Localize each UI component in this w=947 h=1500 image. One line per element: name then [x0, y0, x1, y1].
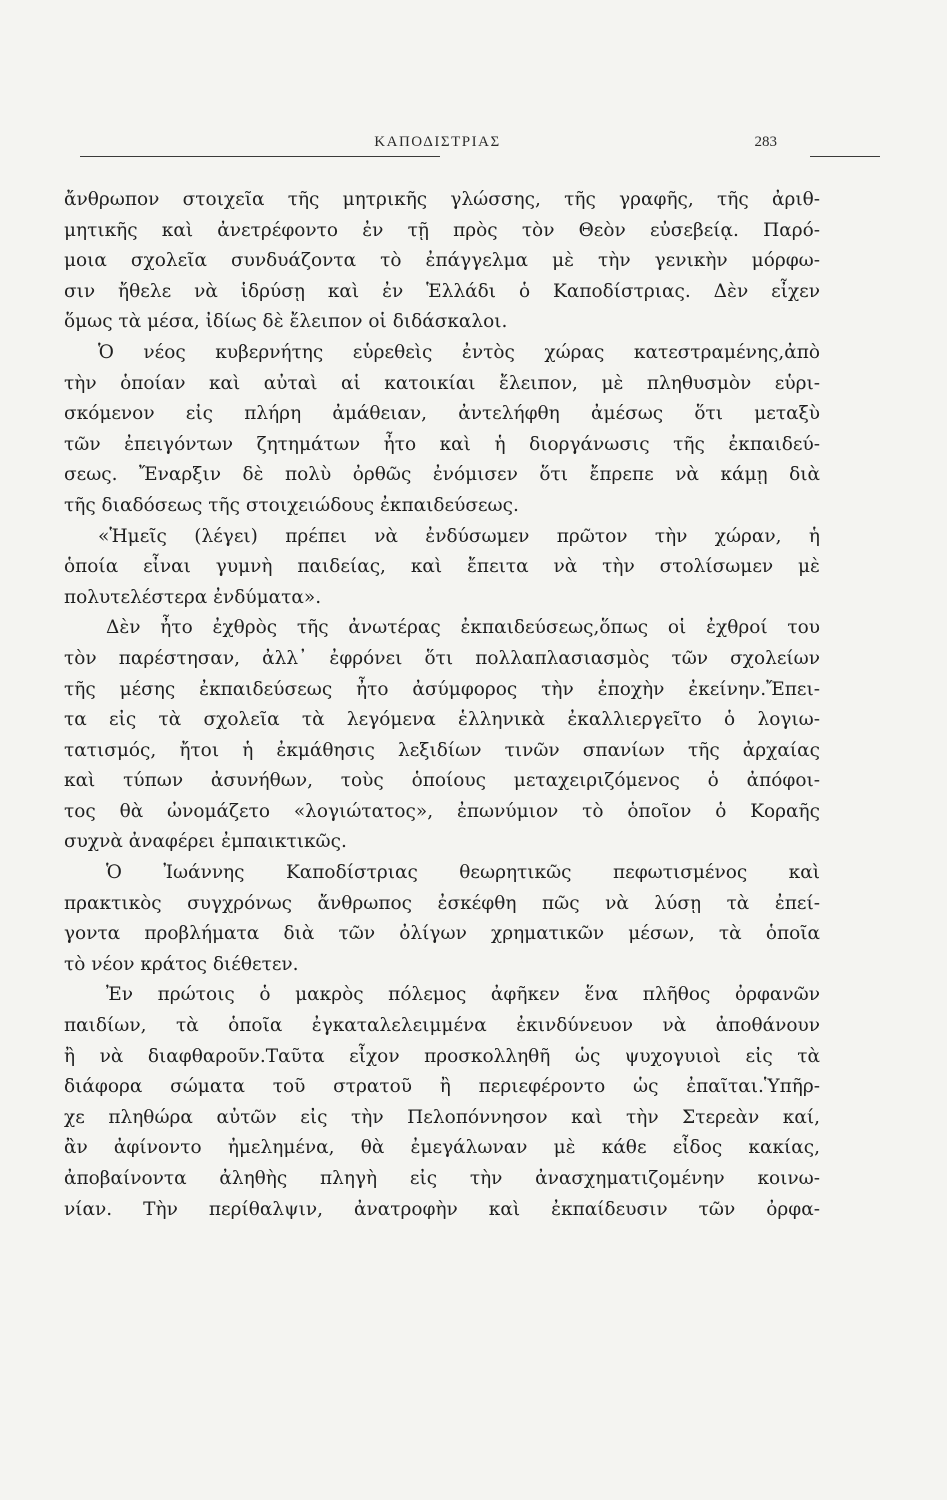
text-line: ἂν ἀφίνοντο ἠμελημένα, θὰ ἐμεγάλωναν μὲ κάθε εἶδος κακίας,	[64, 1137, 820, 1159]
text-line: πολυτελέστερα ἐνδύματα».	[64, 586, 322, 608]
text-line: τῶν ἐπειγόντων ζητημάτων ἦτο καὶ ἡ διοργάνωσις τῆς ἐκπαιδεύ-	[64, 433, 820, 455]
text-line: τα εἰς τὰ σχολεῖα τὰ λεγόμενα ἑλληνικὰ ἐκαλλιεργεῖτο ὁ λογιω-	[64, 709, 820, 731]
text-line: καὶ τύπων ἀσυνήθων, τοὺς ὁποίους μεταχειριζόμενος ὁ ἀπόφοι-	[64, 770, 820, 792]
text-line: ὁποία εἶναι γυμνὴ παιδείας, καὶ ἔπειτα νὰ τὴν στολίσωμεν μὲ	[64, 556, 820, 578]
text-line: χε πληθώρα αὐτῶν εἰς τὴν Πελοπόννησον καὶ τὴν Στερεὰν καί,	[64, 1106, 820, 1128]
text-line: πρακτικὸς συγχρόνως ἄνθρωπος ἐσκέφθη πῶς νὰ λύσῃ τὰ ἐπεί-	[64, 892, 820, 914]
text-line: «Ἡμεῖς (λέγει) πρέπει νὰ ἐνδύσωμεν πρῶτον τὴν χώραν, ἡ	[98, 525, 820, 547]
text-line: τῆς μέσης ἐκπαιδεύσεως ἦτο ἀσύμφορος τὴν ἐποχὴν ἐκείνην.Ἔπει-	[64, 678, 820, 700]
text-line: ἄνθρωπον στοιχεῖα τῆς μητρικῆς γλώσσης, τῆς γραφῆς, τῆς ἀριθ-	[64, 189, 820, 210]
text-line: σιν ἤθελε νὰ ἱδρύσῃ καὶ ἐν Ἑλλάδι ὁ Καποδίστριας. Δὲν εἶχεν	[64, 280, 820, 302]
text-line: ἀποβαίνοντα ἀληθὴς πληγὴ εἰς τὴν ἀνασχηματιζομένην κοινω-	[64, 1168, 820, 1189]
header-rule-left	[80, 156, 440, 157]
text-line: Ἐν πρώτοις ὁ μακρὸς πόλεμος ἀφῆκεν ἕνα πλῆθος ὀρφανῶν	[106, 984, 820, 1006]
text-line: τὴν ὁποίαν καὶ αὐταὶ αἱ κατοικίαι ἔλειπον, μὲ πληθυσμὸν εὑρι-	[64, 372, 820, 394]
text-line: νίαν. Τὴν περίθαλψιν, ἀνατροφὴν καὶ ἐκπαίδευσιν τῶν ὀρφα-	[64, 1198, 820, 1220]
text-line: τῆς διαδόσεως τῆς στοιχειώδους ἐκπαιδεύσεως.	[64, 494, 519, 516]
text-line: Ὁ Ἰωάννης Καποδίστριας θεωρητικῶς πεφωτισμένος καὶ	[106, 862, 820, 884]
page-number: 283	[754, 134, 777, 150]
text-line: συχνὰ ἀναφέρει ἐμπαικτικῶς.	[64, 831, 347, 853]
text-line: σεως. Ἔναρξιν δὲ πολὺ ὀρθῶς ἐνόμισεν ὅτι ἔπρεπε νὰ κάμῃ διὰ	[64, 464, 820, 486]
text-line: διάφορα σώματα τοῦ στρατοῦ ἢ περιεφέροντο ὡς ἐπαῖται.Ὑπῆρ-	[64, 1076, 820, 1098]
text-line: γοντα προβλήματα διὰ τῶν ὀλίγων χρηματικῶν μέσων, τὰ ὁποῖα	[64, 923, 820, 945]
text-line: μητικῆς καὶ ἀνετρέφοντο ἐν τῇ πρὸς τὸν Θεὸν εὐσεβείᾳ. Παρό-	[64, 219, 820, 241]
text-line: τατισμός, ἤτοι ἡ ἐκμάθησις λεξιδίων τινῶν σπανίων τῆς ἀρχαίας	[64, 739, 820, 761]
text-line: ἢ νὰ διαφθαροῦν.Ταῦτα εἶχον προσκολληθῆ ὡς ψυχογυιοὶ εἰς τὰ	[64, 1045, 820, 1067]
text-line: τος θὰ ὠνομάζετο «λογιώτατος», ἐπωνύμιον τὸ ὁποῖον ὁ Κοραῆς	[64, 800, 820, 822]
text-line: σκόμενον εἰς πλήρη ἀμάθειαν, ἀντελήφθη ἀμέσως ὅτι μεταξὺ	[64, 403, 820, 425]
text-line: παιδίων, τὰ ὁποῖα ἐγκαταλελειμμένα ἐκινδύνευον νὰ ἀποθάνουν	[64, 1015, 820, 1037]
text-line: ὅμως τὰ μέσα, ἰδίως δὲ ἔλειπον οἱ διδάσκαλοι.	[64, 311, 508, 333]
body-text	[64, 185, 820, 1225]
text-line: Ὁ νέος κυβερνήτης εὑρεθεὶς ἐντὸς χώρας κατεστραμένης,ἀπὸ	[98, 341, 820, 363]
text-line: μοια σχολεῖα συνδυάζοντα τὸ ἐπάγγελμα μὲ τὴν γενικὴν μόρφω-	[64, 250, 820, 272]
page-header	[80, 134, 795, 156]
text-line: τὸν παρέστησαν, ἀλλ᾿ ἐφρόνει ὅτι πολλαπλασιασμὸς τῶν σχολείων	[64, 647, 820, 669]
running-head: ΚΑΠΟΔΙΣΤΡΙΑΣ	[374, 134, 501, 150]
text-line: Δὲν ἦτο ἐχθρὸς τῆς ἀνωτέρας ἐκπαιδεύσεως,ὅπως οἱ ἐχθροί του	[106, 617, 820, 639]
text-line: τὸ νέον κράτος διέθετεν.	[64, 953, 299, 975]
header-rule-right	[810, 156, 880, 157]
